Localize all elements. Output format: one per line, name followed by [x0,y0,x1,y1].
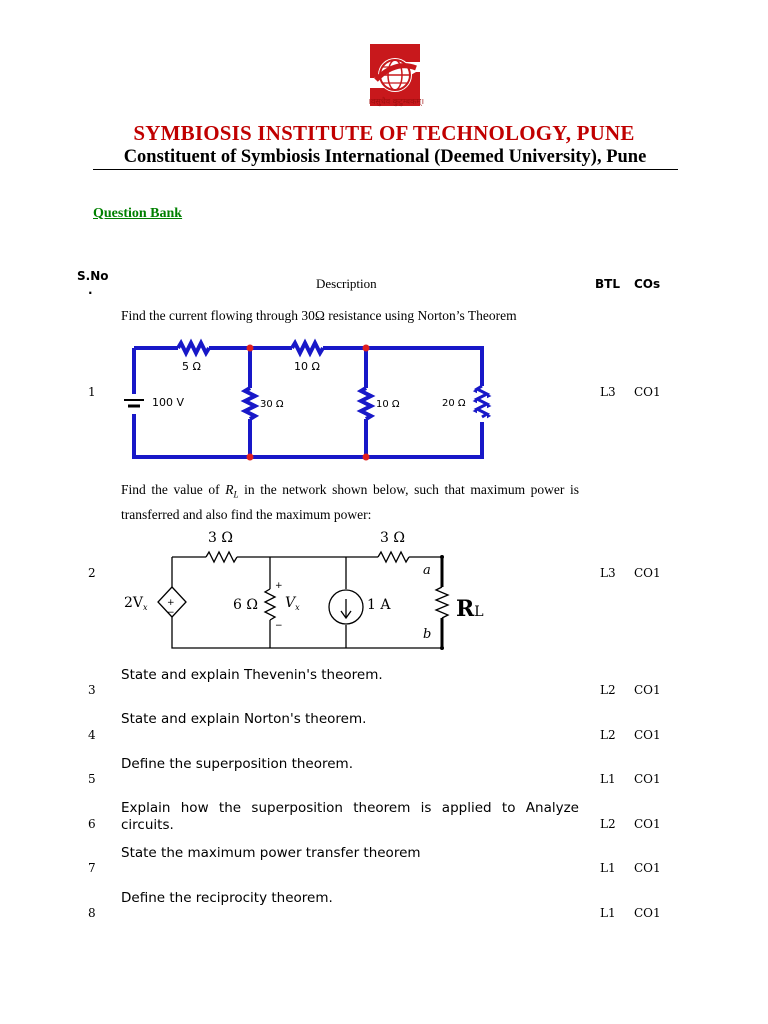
question-7-text: State the maximum power transfer theorem [121,845,421,861]
col-sno-header: S.No [77,269,109,283]
c2-node-a: a [423,563,431,578]
row-1-btl: L3 [600,385,616,399]
q2-text-a: Find the value of [121,482,220,497]
c2-dep-source-minus: − [167,608,175,618]
row-2-btl: L3 [600,566,616,580]
c2-dep-source-plus: + [167,598,175,608]
c2-load-label: RL [456,596,484,622]
row-5-co: CO1 [634,772,661,786]
q2-rl-subscript: L [233,489,239,500]
col-sno-header-dot: . [88,283,93,297]
row-1-sno: 1 [88,385,96,399]
question-3-text: State and explain Thevenin's theorem. [121,667,383,683]
node-dot [363,454,370,461]
institute-title: SYMBIOSIS INSTITUTE OF TECHNOLOGY, PUNE [133,121,635,145]
row-4-co: CO1 [634,728,661,742]
c1-r2-label: 10 Ω [294,360,320,373]
row-5-sno: 5 [88,772,96,786]
q2-text-b: in the network shown below, such that maximum power is transferred and also find the maximum power: [121,482,580,522]
c2-r1-label: 3 Ω [208,530,233,546]
row-3-co: CO1 [634,683,661,697]
c1-r3-label: 30 Ω [260,399,284,410]
c1-r1-label: 5 Ω [182,360,201,373]
row-4-btl: L2 [600,728,616,742]
row-7-co: CO1 [634,861,661,875]
c2-node-b: b [423,627,432,642]
row-7-btl: L1 [600,861,616,875]
max-power-circuit-diagram [120,527,490,657]
node-dot [363,345,370,352]
q2-rl-variable: R [225,482,234,497]
c1-r4-label: 10 Ω [376,399,400,410]
row-2-co: CO1 [634,566,661,580]
question-4-text: State and explain Norton's theorem. [121,711,367,727]
c2-vx-minus: − [275,621,283,631]
logo-motto: ।वसुधैव कुटुम्बकम्। [367,97,425,106]
row-5-btl: L1 [600,772,616,786]
c1-source-label: 100 V [152,396,185,409]
row-3-btl: L2 [600,683,616,697]
row-7-sno: 7 [88,861,96,875]
row-3-sno: 3 [88,683,96,697]
col-description-header: Description [316,276,377,291]
c2-r2-label: 3 Ω [380,530,405,546]
row-2-sno: 2 [88,566,96,580]
c2-dep-source-label: $2V_x$ [124,595,148,612]
node-dot [247,345,254,352]
c2-vx-plus: + [275,581,283,591]
question-1-text: Find the current flowing through 30Ω resistance using Norton’s Theorem [121,308,517,323]
question-5-text: Define the superposition theorem. [121,756,353,772]
c2-vx-label: $V_x$ [285,595,300,612]
col-btl-header: BTL [595,277,620,291]
row-6-sno: 6 [88,817,96,831]
row-6-co: CO1 [634,817,661,831]
row-6-btl: L2 [600,817,616,831]
node-dot [247,454,254,461]
row-8-sno: 8 [88,906,96,920]
header-divider [93,169,678,170]
c1-r5-label: 20 Ω [442,398,466,409]
question-bank-heading: Question Bank [93,206,183,221]
row-8-btl: L1 [600,906,616,920]
row-8-co: CO1 [634,906,661,920]
question-2-text [121,480,579,524]
row-4-sno: 4 [88,728,96,742]
norton-circuit-diagram [122,336,492,466]
question-6-text: Explain how the superposition theorem is applied to Analyze circuits. [121,800,579,833]
col-cos-header: COs [634,277,661,291]
c2-r3-label: 6 Ω [233,597,258,613]
question-8-text: Define the reciprocity theorem. [121,890,333,906]
c2-current-source-label: 1 A [367,597,391,613]
constituent-subtitle: Constituent of Symbiosis International (Deemed University), Pune [123,147,647,167]
row-1-co: CO1 [634,385,661,399]
